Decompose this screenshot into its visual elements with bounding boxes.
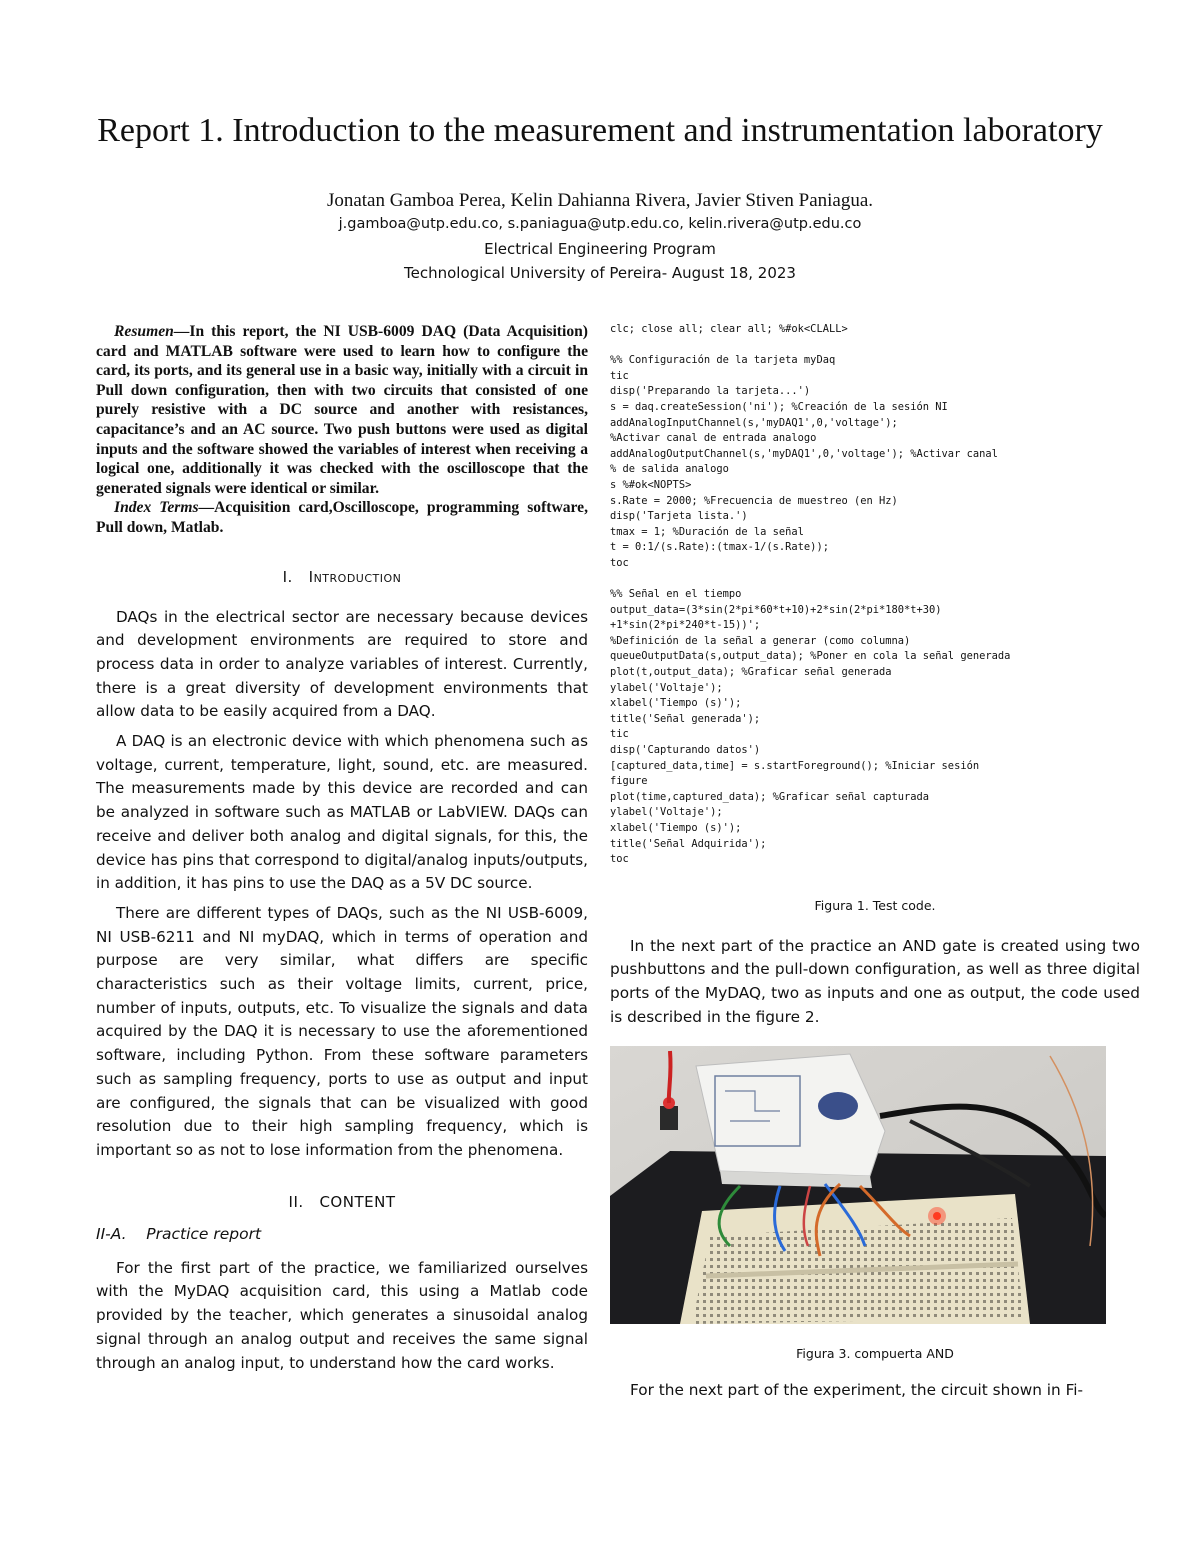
code-line: output_data=(3*sin(2*pi*60*t+10)+2*sin(2*pi*180*t+30) — [610, 603, 942, 616]
code-line: toc — [610, 556, 629, 569]
code-line: tic — [610, 728, 629, 741]
figure-1-caption: Figura 1. Test code. — [814, 897, 936, 913]
paper-title: Report 1. Introduction to the measurement and instrumentation laboratory — [97, 112, 1103, 149]
code-line: s %#ok<NOPTS> — [610, 478, 692, 491]
section-heading-content: II. CONTENT — [288, 1192, 396, 1211]
code-line: plot(t,output_data); %Graficar señal generada — [610, 666, 892, 679]
code-line: ylabel('Voltaje'); — [610, 681, 723, 694]
code-line: ylabel('Voltaje'); — [610, 806, 723, 819]
and-gate-paragraph: In the next part of the practice an AND gate is created using two pushbuttons and the pull-down configuration, as well as three digital ports of the MyDAQ, two as inputs and one as output, the code used is described in the figure 2. — [610, 936, 1140, 1026]
code-line: toc — [610, 853, 629, 866]
code-line: disp('Tarjeta lista.') — [610, 510, 748, 523]
code-line: disp('Preparando la tarjeta...') — [610, 385, 811, 398]
left-column — [96, 322, 588, 1375]
code-line: +1*sin(2*pi*240*t-15))'; — [610, 619, 761, 632]
code-line: [captured_data,time] = s.startForeground(); %Iniciar sesión — [610, 759, 980, 772]
subsection-heading: II-A. Practice report — [96, 1224, 262, 1243]
university-date: Technological University of Pereira- August 18, 2023 — [404, 264, 796, 282]
index-terms-label: Index Terms — [114, 499, 199, 517]
code-line — [610, 338, 1140, 354]
code-listing — [610, 322, 1140, 868]
code-line: figure — [610, 775, 648, 788]
code-line: clc; close all; clear all; %#ok<CLALL> — [610, 323, 848, 335]
intro-paragraph-3: There are different types of DAQs, such as the NI USB-6009, NI USB-6211 and NI myDAQ, which in terms of operation and purpose are very similar, what differs are specific characteristics such as their voltage limits, current, price, number of inputs, outputs, etc. To visualize the signals and data acquired by the DAQ it is necessary to use the aforementioned software, including Python. From these software parameters such as sampling frequency, ports to use as output and input are configured, the signals that can be visualized with good resolution due to their high sampling frequency, which is important so as not to lose information from the phenomena. — [96, 903, 588, 1159]
authors: Jonatan Gamboa Perea, Kelin Dahianna Rivera, Javier Stiven Paniagua. — [326, 190, 874, 211]
code-line: %% Configuración de la tarjeta myDaq — [610, 354, 836, 367]
index-terms — [96, 498, 588, 537]
code-line: tmax = 1; %Duración de la señal — [610, 525, 804, 538]
code-line: s = daq.createSession('ni'); %Creación de la sesión NI — [610, 400, 948, 413]
right-column — [610, 322, 1140, 1402]
code-line: tic — [610, 369, 629, 382]
next-experiment-paragraph: For the next part of the experiment, the circuit shown in Fi- — [630, 1380, 1084, 1399]
code-line: % de salida analogo — [610, 463, 729, 476]
code-line: disp('Capturando datos') — [610, 744, 761, 757]
code-line: addAnalogInputChannel(s,'myDAQ1',0,'voltage'); — [610, 416, 898, 429]
code-line: s.Rate = 2000; %Frecuencia de muestreo (en Hz) — [610, 494, 898, 507]
intro-paragraph-1: DAQs in the electrical sector are necessary because devices and development environments are required to store and process data in order to analyze variables of interest. Currently, there is a great diversity of development environments that allow data to be easily acquired from a DAQ. — [96, 607, 588, 721]
code-line: title('Señal generada'); — [610, 712, 761, 725]
code-line: queueOutputData(s,output_data); %Poner en cola la señal generada — [610, 650, 1011, 663]
code-line: xlabel('Tiempo (s)'); — [610, 697, 742, 710]
practice-paragraph: For the first part of the practice, we familiarized ourselves with the MyDAQ acquisition card, this using a Matlab code provided by the teacher, which generates a sinusoidal analog signal through an analog output and receives the same signal through an analog input, to understand how the card works. — [96, 1258, 588, 1372]
code-line: xlabel('Tiempo (s)'); — [610, 822, 742, 834]
code-line: %Definición de la señal a generar (como columna) — [610, 634, 911, 647]
abstract-text: —In this report, the NI USB-6009 DAQ (Data Acquisition) card and MATLAB software were used to learn how to configure the card, its ports, and its general use in a basic way, initially with a circuit in Pull down configuration, then with two circuits that consisted of one purely resistive with a DC source and another with resistances, capacitance’s and an AC source. Two push buttons were used as digital inputs and the software showed the variables of interest when receiving a logical one, additionally it was checked with the oscilloscope that the generated signals were identical or similar. — [96, 323, 588, 497]
code-line: t = 0:1/(s.Rate):(tmax-1/(s.Rate)); — [610, 541, 829, 554]
program: Electrical Engineering Program — [484, 240, 716, 258]
figure-3-caption: Figura 3. compuerta AND — [796, 1345, 954, 1361]
abstract-label: Resumen — [114, 323, 174, 340]
and-gate-photo — [610, 1046, 1106, 1324]
section-heading-introduction: I. Introduction — [282, 567, 402, 586]
code-line — [610, 572, 1140, 588]
code-line: %Activar canal de entrada analogo — [610, 432, 817, 445]
emails: j.gamboa@utp.edu.co, s.paniagua@utp.edu.co, kelin.rivera@utp.edu.co — [338, 216, 862, 232]
code-line: addAnalogOutputChannel(s,'myDAQ1',0,'voltage'); %Activar canal — [610, 447, 998, 460]
abstract — [96, 322, 588, 498]
intro-paragraph-2: A DAQ is an electronic device with which phenomena such as voltage, current, temperature, light, sound, etc. are measured. The measurements made by this device are recorded and can be analyzed in software such as MATLAB or LabVIEW. DAQs can receive and deliver both analog and digital signals, for this, the device has pins that correspond to digital/analog inputs/outputs, in addition, it has pins to use the DAQ as a 5V DC source. — [96, 732, 588, 893]
index-terms-text: —Acquisition card,Oscilloscope, programming software, Pull down, Matlab. — [96, 499, 588, 536]
code-line: title('Señal Adquirida'); — [610, 837, 767, 850]
code-line: %% Señal en el tiempo — [610, 588, 742, 601]
circuit-photo-illustration — [610, 1046, 1106, 1324]
code-line: plot(time,captured_data); %Graficar señal capturada — [610, 790, 930, 803]
